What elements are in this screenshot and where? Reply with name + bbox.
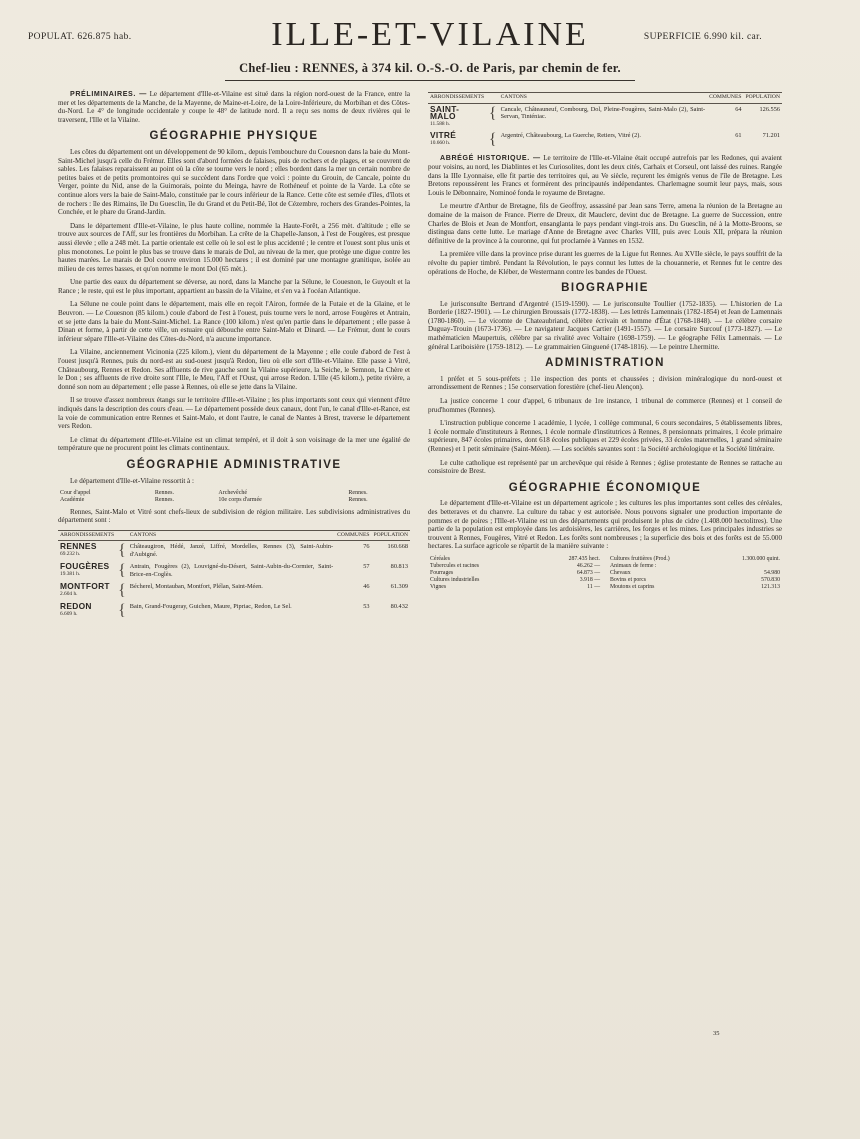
table-row <box>428 130 782 150</box>
paragraph: Il se trouve d'assez nombreux étangs sur le territoire d'Ille-et-Vilaine ; les plus importants sont ceux qui viennent d'être indiqués dans la description des cours d'eau. — Le département possède deux canaux, dont l'un, le canal d'Ille-et-Rance, est la voie de communication entre Rennes et Saint-Malo, et dont l'autre, le canal de Nantes à Brest, traverse le département vers Redon. <box>58 396 410 431</box>
brace-glyph: { <box>118 542 126 560</box>
population-header: POPULAT. 626.875 hab. <box>28 32 132 42</box>
table-row <box>608 556 782 563</box>
column-header: POPULATION <box>372 530 411 541</box>
column-header: CANTONS <box>499 93 708 104</box>
paragraph: Une partie des eaux du département se déverse, au nord, dans la Manche par la Sélune, le Couesnon, le Guyoult et la Rance ; le reste, qui est le plus important, appartient au bassin de la Vilaine, et s'en va à l'océan Atlantique. <box>58 278 410 295</box>
paragraph: La justice concerne 1 cour d'appel, 6 tribunaux de 1re instance, 1 tribunal de commerce (Rennes) et 1 conseil de prud'hommes (Rennes). <box>428 397 782 414</box>
arrondissements-table <box>58 530 410 622</box>
communes-cell: 61 <box>735 132 742 140</box>
stat-value: 54.980 <box>764 569 780 576</box>
paragraph: La Vilaine, anciennement Vicinonia (225 kilom.), vient du département de la Mayenne ; elle coule d'abord de l'est à l'ouest jusqu'à Rennes, puis du nord-est au sud-ouest jusqu'à Redon, lieu où elle sort d'Ille-et-Vilaine. Elle passe à Vitré, Châteaubourg, Rennes et Redon. Ses affluents de rive gauche sont la Vilaine supérieure, la Seiche, le Semnon, la Chère et le Don ; ses affluents de rive droite sont l'Ille, le Meu, l'Aff et l'Oust, qui arrose Redon. L'Ille (45 kilom.), petite rivière, a donné son nom au département ; elle passe à Rennes, où elle se jette dans la Vilaine. <box>58 348 410 391</box>
arr-name-cell <box>58 581 116 601</box>
arr-pop: 19.381 h. <box>60 570 81 577</box>
cantons-cell: Cancale, Châteauneuf, Combourg, Dol, Pleine-Fougères, Saint-Malo (2), Saint-Servan, Tinténiac. <box>500 105 706 121</box>
stat-value: 121.313 <box>761 583 780 590</box>
abrege-historique-lead: ABRÉGÉ HISTORIQUE. — <box>440 154 541 163</box>
section-title-administration: ADMINISTRATION <box>545 357 665 370</box>
paragraph: Rennes, Saint-Malo et Vitré sont chefs-lieux de subdivision de région militaire. Les subdivisions administratives du département sont : <box>58 507 410 525</box>
population-cell: 160.668 <box>387 543 408 551</box>
stats-table-left <box>428 556 602 591</box>
table-row <box>608 570 782 577</box>
arr-pop: 6.609 h. <box>60 610 78 617</box>
column-header <box>116 530 128 541</box>
section-title-biographie: BIOGRAPHIE <box>561 282 649 295</box>
section-title-geographie-administrative: GÉOGRAPHIE ADMINISTRATIVE <box>126 458 342 471</box>
brace-glyph: { <box>118 602 126 620</box>
abrege-historique-paragraph <box>428 154 782 197</box>
table-row <box>58 601 410 621</box>
table-header-row <box>58 530 410 541</box>
column-header: ARRONDISSEMENTS <box>58 530 116 541</box>
table-cell: Académie <box>60 497 85 504</box>
arr-name-cell <box>58 561 116 581</box>
surface-header: SUPERFICIE 6.990 kil. car. <box>643 32 762 42</box>
table-cell: Archevêché <box>218 490 248 497</box>
preliminaires-paragraph <box>58 90 410 124</box>
brace-glyph: { <box>488 104 497 122</box>
population-cell: 71.201 <box>762 132 780 140</box>
table-cell: Rennes. <box>154 490 175 497</box>
table-row <box>428 556 602 563</box>
table-row <box>58 490 410 497</box>
table-row <box>608 584 782 591</box>
communes-cell: 57 <box>363 563 370 571</box>
abrege-text: Le territoire de l'Ille-et-Vilaine était occupé autrefois par les Redones, qui avaient pour voisins, au nord, les Diablintes et les Curiosolites, dont les deux cités, Carhaix et Corseul, ont laissé des ruines. Rangée dans la IIIe Lyonnaise, elle fit partie des territoires qui, au Ve siècle, reçurent les émigrés venus de l'île de Bretagne. Les Bretons repoussèrent les Francs et formèrent des principautés indépendantes. Charlemagne soumit leur pays, mais, sous Louis le Débonnaire, Nominoé fonda le royaume de Bretagne. <box>428 154 782 197</box>
table-cell: Rennes. <box>348 497 368 504</box>
arr-name-cell <box>58 541 116 562</box>
arr-pop: 2.604 h. <box>60 590 78 597</box>
arr-name-cell <box>58 601 116 621</box>
stat-label: Tubercules et racines <box>430 562 480 569</box>
stat-label: Cultures fruitières (Prod.) <box>610 555 670 562</box>
stat-label: Moutons et caprins <box>610 583 655 590</box>
column-header: ARRONDISSEMENTS <box>428 93 487 104</box>
brace-glyph: { <box>118 562 126 580</box>
population-cell: 80.813 <box>390 563 408 571</box>
paragraph: 1 préfet et 5 sous-préfets ; 11e inspection des ponts et chaussées ; division minéralogique du nord-ouest et arrondissement de Rennes ; 15e conservation forestière (chef-lieu Alençon). <box>428 374 782 392</box>
preliminaires-lead: PRÉLIMINAIRES. — <box>70 90 147 98</box>
left-column <box>58 90 410 625</box>
paragraph: L'instruction publique concerne 1 académie, 1 lycée, 1 collège communal, 6 cours secondaires, 5 établissements libres, 1 école normale d'instituteurs à Rennes, 1 école normale d'institutrices à Rennes, 8 pensionnats primaires, 1 école primaire supérieure, 847 écoles primaires, dont 618 écoles publiques et 229 écoles privées, 33 écoles maternelles, 1 grand séminaire (Rennes) et 1 petit séminaire (Saint-Méen). — Les sociétés savantes sont : la Société archéologique et la Société littéraire. <box>428 419 782 453</box>
paragraph: Le climat du département d'Ille-et-Vilaine est un climat tempéré, et il doit à son voisinage de la mer une égalité de température que ne procurent point les climats continentaux. <box>58 435 410 453</box>
cantons-cell: Châteaugiron, Hédé, Janzé, Liffré, Mordelles, Rennes (3), Saint-Aubin-d'Aubigné. <box>129 543 334 558</box>
stat-label: Vignes <box>430 583 447 590</box>
stat-value: 46.262 — <box>576 562 600 569</box>
right-column <box>428 90 782 591</box>
arr-name: SAINT-MALO <box>430 103 460 122</box>
arr-pop: 11.588 h. <box>430 120 451 127</box>
section-title-geographie-economique: GÉOGRAPHIE ÉCONOMIQUE <box>508 481 702 494</box>
table-row <box>428 584 602 591</box>
table-row <box>428 563 602 570</box>
stat-label: Fourrages <box>430 569 454 576</box>
table-header-row <box>428 93 782 104</box>
column-header: POPULATION <box>743 93 782 104</box>
population-cell: 126.556 <box>759 105 780 113</box>
arr-name: RENNES <box>60 541 97 552</box>
stat-label: Animaux de ferme : <box>610 562 657 569</box>
stat-value: 64.873 — <box>576 569 600 576</box>
arr-name: MONTFORT <box>60 581 110 592</box>
table-cell: 10e corps d'armée <box>218 497 262 504</box>
communes-cell: 76 <box>363 543 370 551</box>
stat-value: 287.435 hect. <box>568 555 600 562</box>
table-row <box>608 563 782 570</box>
column-header <box>487 93 499 104</box>
paragraph: La Sélune ne coule point dans le département, mais elle en reçoit l'Airon, formée de la Futaie et de la Glaine, et le Beuvron. — Le Couesnon (85 kilom.) coule d'abord de l'est à l'ouest, puis tourne vers le nord, arrose Fougères et Antrain, et se jette dans la baie du Mont-Saint-Michel. La Rance (100 kilom.) n'est qu'en partie dans le département ; elle passe à Dinan et forme, à partir de cette ville, un estuaire qui débouche entre Saint-Malo et Dinard. — Le Frémur, dont le cours inférieur sépare l'Ille-et-Vilaine des Côtes-du-Nord, n'a aucune importance. <box>58 300 410 343</box>
stats-table-right <box>608 556 782 591</box>
brace-glyph: { <box>118 582 126 600</box>
stat-label: Cultures industrielles <box>430 576 480 583</box>
arr-name-cell <box>428 103 487 130</box>
arr-name: FOUGÈRES <box>60 561 110 572</box>
table-row <box>58 561 410 581</box>
arr-name: REDON <box>60 601 92 612</box>
arr-name-cell <box>428 130 487 150</box>
title-rule <box>225 80 635 81</box>
arr-pop: 10.660 h. <box>430 139 451 146</box>
cantons-cell: Bain, Grand-Fougeray, Guichen, Maure, Pipriac, Redon, Le Sel. <box>129 603 292 611</box>
paragraph: La première ville dans la province prise durant les guerres de la Ligue fut Rennes. Au XVIIe siècle, le pays souffrit de la révolte du papier timbré. Pendant la Révolution, le pays connut les luttes de la chouannerie, et Rennes fut le centre des opérations de Hoche, de Kléber, de Westermann contre les bandes de l'Ouest. <box>428 250 782 276</box>
table-cell: Rennes. <box>348 490 368 497</box>
table-row <box>608 577 782 584</box>
column-header: COMMUNES <box>707 93 743 104</box>
stat-value: 570.830 <box>761 576 780 583</box>
table-row <box>58 581 410 601</box>
paragraph: Dans le département d'Ille-et-Vilaine, le plus haute colline, nommée la Haute-Forêt, a 256 mèt. d'altitude ; elle se trouve aux sources de l'Aff, sur les frontières du Morbihan. La crête de la Chapelle-Janson, à l'est de Fougères, est presque aussi élevée ; elle a 248 mèt. La partie orientale est celle où le sol est le plus accidenté ; le centre et l'ouest sont plus unis et plus monotones. Le point le plus bas se trouve dans le marais de Dol, au niveau de la mer, que protège une digue contre les hautes marées. Le marais de Dol couvre environ 15.000 hectares ; il est dominé par une montagne granitique, isolée au milieu de ces terres basses, et qu'on nomme le mont Dol (65 mèt.). <box>58 221 410 273</box>
table-cell: Cour d'appel <box>60 490 91 497</box>
paragraph: Le culte catholique est représenté par un archevêque qui réside à Rennes ; église protestante de Rennes se rattache au consistoire de Brest. <box>428 458 782 476</box>
paragraph: Les côtes du département ont un développement de 90 kilom., depuis l'embouchure du Couesnon dans la baie du Mont-Saint-Michel jusqu'à celle du Frémur. Elles sont d'abord formées de falaises, puis de rochers et de plages, et se couvrent de sables. Les falaises reparaissent au point où la côte se tourne vers le nord ; elles bordent dans la mer un certain nombre de petites baies et de petits promontoires qui se succèdent dans l'ordre que voici : pointe du Grouin, de Cancale, pointe du Verger, pointe du Nid, anse de la Guimorais, pointe du Meinga, havre de Rothéneuf et pointe de la Varde. La côte se continue alors vers la baie de Saint-Malo, constituée par le cours inférieur de la Rance. Cette côte est semée d'îles, d'îlots et de rochers : île des Rimains, île Du Guesclin, île du Grand et du Petit-Bé, îlot de Cézembre, rochers des Grandes-Pointes, la Conchée, et le phare du Grand-Jardin. <box>58 147 410 217</box>
arrondissements-table-continued <box>428 92 782 150</box>
page-number: 35 <box>713 1030 720 1037</box>
table-row <box>428 570 602 577</box>
paragraph: Le département d'Ille-et-Vilaine ressortit à : <box>70 476 194 485</box>
table-row <box>428 577 602 584</box>
column-header: COMMUNES <box>335 530 371 541</box>
table-row <box>58 497 410 504</box>
communes-cell: 53 <box>363 603 370 611</box>
stat-value: 1.300.000 quint. <box>741 555 780 562</box>
page-subtitle: Chef-lieu : RENNES, à 374 kil. O.-S.-O. de Paris, par chemin de fer. <box>239 61 621 75</box>
ressort-table <box>58 490 410 504</box>
cantons-cell: Antrain, Fougères (2), Louvigné-du-Désert, Saint-Aubin-du-Cormier, Saint-Brice-en-Coglès. <box>129 563 334 578</box>
stat-label: Chevaux <box>610 569 631 576</box>
table-cell: Rennes. <box>154 497 175 504</box>
stat-value: 11 — <box>587 583 600 590</box>
table-row <box>428 103 782 130</box>
cantons-cell: Bécherel, Montauban, Montfort, Plélan, Saint-Méen. <box>129 583 263 591</box>
paragraph: Le meurtre d'Arthur de Bretagne, fils de Geoffroy, assassiné par Jean sans Terre, amena la réunion de la Bretagne au domaine de la maison de France. Pierre de Dreux, dit Mauclerc, devint duc de Bretagne. La guerre de Succession, entre Charles de Blois et Jean de Montfort, ensanglanta le pays pendant vingt-trois ans. Du Guesclin, né à la Motte-Broons, se distingua dans cette lutte. Le mariage d'Anne de Bretagne avec Charles VIII, puis avec Louis XII, prépara la réunion définitive de la province à la couronne, qui fut proclamée à Vannes en 1532. <box>428 202 782 245</box>
page-title: ILLE-ET-VILAINE <box>271 16 589 53</box>
preliminaires-text: Le département d'Ille-et-Vilaine est situé dans la région nord-ouest de la France, entre la mer et les départements de la Manche, de la Mayenne, de Maine-et-Loire, de la Loire-Inférieure, du Morbihan et des Côtes-du-Nord. Le 4° de longitude occidentale y coupe le 48° de latitude nord. Il a reçu ses noms de deux rivières qui le traversent, l'Ille et la Vilaine. <box>58 90 410 124</box>
section-title-geographie-physique: GÉOGRAPHIE PHYSIQUE <box>149 130 319 143</box>
population-cell: 80.432 <box>390 603 408 611</box>
paragraph: Le jurisconsulte Bertrand d'Argentré (1519-1590). — Le jurisconsulte Toullier (1752-1835). — L'historien de La Borderie (1827-1901). — Le chirurgien Broussais (1772-1838). — Les lettrés Lamennais (1782-1854) et Jean de Lamennais (1780-1860). — Le vicomte de Chateaubriand, célèbre écrivain et homme d'État (1768-1848). — Le célèbre corsaire Duguay-Trouin (1673-1736). — Le navigateur Jacques Cartier (1491-1557). — Le corsaire Surcouf (1773-1827). — Le mathématicien Maupertuis, célèbre par sa rivalité avec Voltaire (1698-1759). — Le géographe Félix Lamennais. — Le général Lariboisière (1759-1812). — Le grammairien Ginguené (1748-1816). — Le peintre Lhermitte. <box>428 299 782 351</box>
communes-cell: 46 <box>363 583 370 591</box>
cantons-cell: Argentré, Châteaubourg, La Guerche, Retiers, Vitré (2). <box>500 132 641 140</box>
stat-label: Céréales <box>430 555 450 562</box>
arr-name: VITRÉ <box>430 130 457 141</box>
population-cell: 61.309 <box>390 583 408 591</box>
communes-cell: 64 <box>735 105 742 113</box>
arr-pop: 69.232 h. <box>60 550 81 557</box>
stat-label: Bovins et porcs <box>610 576 647 583</box>
column-header: CANTONS <box>128 530 335 541</box>
agricultural-stats <box>428 556 782 591</box>
table-row <box>58 541 410 562</box>
stat-value: 3.918 — <box>579 576 600 583</box>
paragraph: Le département d'Ille-et-Vilaine est un département agricole ; les cultures les plus importantes sont celles des céréales, des betteraves et du chanvre. La culture du tabac y est autorisée. Nous pouvons signaler une production importante de pommes et de poires ; l'Ille-et-Vilaine est un des départements qui produisent le plus de cidre (1.408.000 hectolitres). Une partie de la population est employée dans les ardoisières, les carrières, les forges et les mines. Les principales industries se trouvent à Rennes, Fougères, Vitré et Redon. Les forêts sont nombreuses ; la superficie des bois et des forêts est de 55.000 hectares. La surface agricole se répartit de la manière suivante : <box>428 499 782 551</box>
stat-value <box>713 563 782 570</box>
brace-glyph: { <box>488 131 497 149</box>
